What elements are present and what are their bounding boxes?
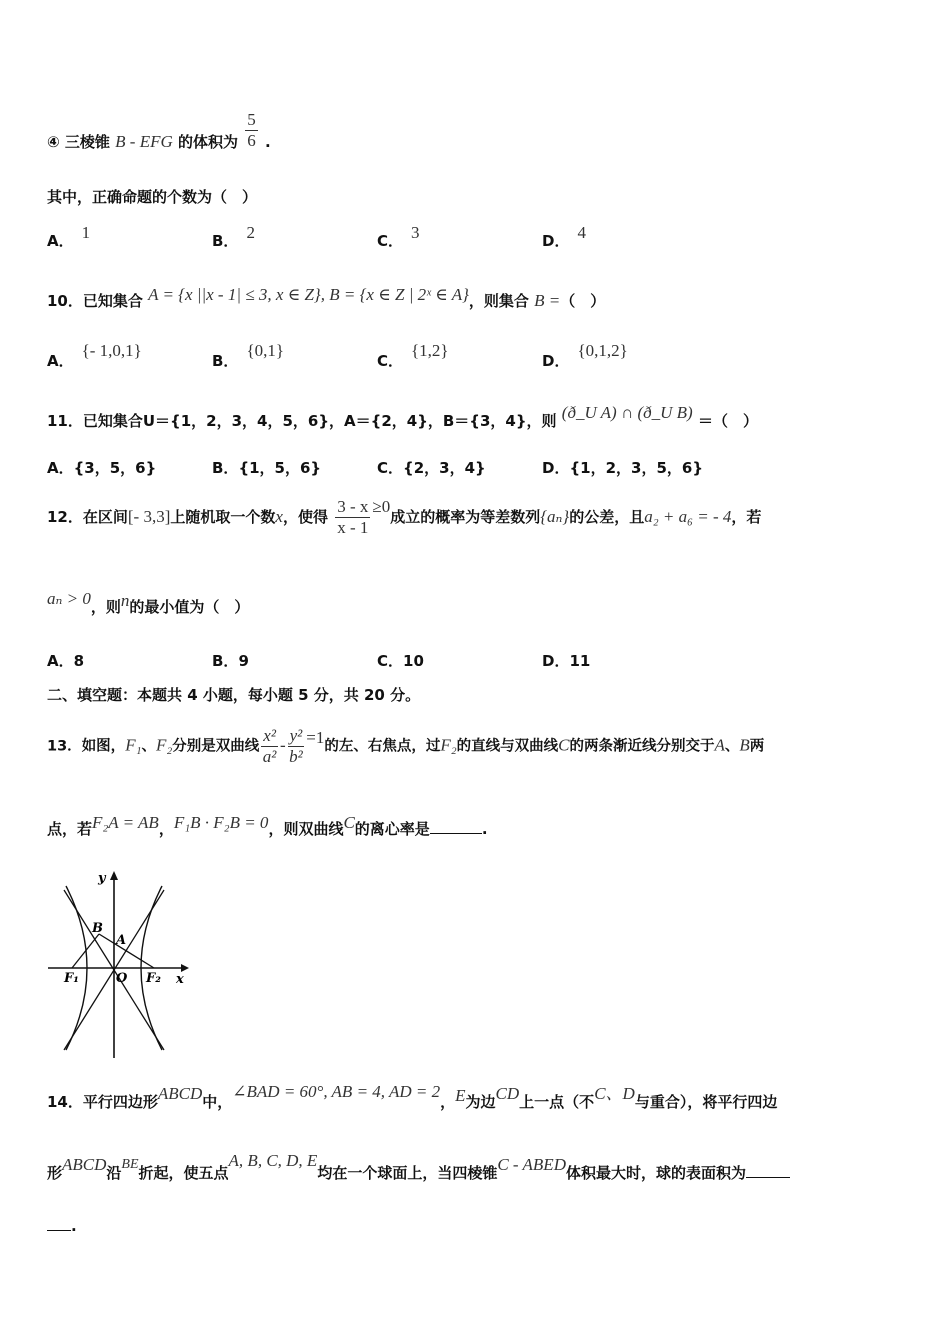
q10-option-b: B．{0,1} [212,341,285,370]
label-o: O [116,971,128,986]
q11-option-b: B．{1，5，6} [212,459,322,477]
section-heading: 二、填空题：本题共 4 小题，每小题 5 分，共 20 分。 [47,686,421,704]
q14-answer-blank[interactable] [746,1163,790,1178]
intro-option-a: A． 1 [47,223,91,250]
intro-option-d: D． 4 [542,223,586,250]
segment-f1-b [72,934,99,968]
item4-marker: ④ 三棱锥 [47,133,110,151]
q10-option-c: C．{1,2} [377,341,449,370]
label-x: x [176,972,184,987]
q11-option-c: C．{2，3，4} [377,459,486,477]
y-axis-arrow [110,871,118,880]
q12-option-a: A．8 [47,652,85,670]
q12-option-d: D．11 [542,652,591,670]
intro-option-b: B． 2 [212,223,255,250]
q13-frac-x: $\frac{\text{x²}}{\text{a²}}$ [262,726,277,766]
hyperbola-figure [46,868,191,1063]
q11-option-a: A．{3，5，6} [47,459,157,477]
q10-option-d: D．{0,1,2} [542,341,628,370]
q10-set-expr: A = {x ||x - 1| ≤ 3, x ∈ Z}, B = {x ∈ Z | 2ˣ ∈ A} [148,285,469,304]
segment-b-f2 [99,934,154,968]
q13-stem-line2: 点，若F₂A = AB，F₁B · F₂B = 0，则双曲线C的离心率是 . [47,813,488,838]
label-f2: F₂ [146,971,161,986]
x-axis-arrow [181,964,189,972]
question-intro: 其中，正确命题的个数为（ ） [47,188,258,206]
q10-option-a: A．{- 1,0,1} [47,341,142,370]
label-a: A [116,933,127,948]
q14-answer-blank-cont[interactable] [47,1216,71,1231]
q11-stem: 11．已知集合U＝{1，2，3，4，5，6}，A＝{2，4}，B＝{3，4}，则 (ð_U A) ∩ (ð_U B) ＝（ ） [47,403,758,430]
item4-line: ④ 三棱锥 B - EFG 的体积为 $\frac{5}{6}$ . [47,110,271,151]
item4-solid: B - EFG [115,132,173,151]
q13-answer-blank[interactable] [430,819,482,834]
q12-option-b: B．9 [212,652,249,670]
intro-option-c: C． 3 [377,223,420,250]
q12-fraction: $\frac{3 - x}{x - 1}$ [337,497,369,537]
q14-stem: 14．平行四边形ABCD中，∠BAD = 60°, AB = 4, AD = 2，E为边CD上一点（不C、D与重合），将平行四边 [47,1082,778,1111]
q13-frac-y: $\frac{\text{y²}}{\text{b²}}$ [289,726,303,766]
label-y: y [98,871,106,886]
item4-mid: 的体积为 [178,133,239,151]
q14-stem-line2: 形ABCD沿BE折起，使五点A, B, C, D, E均在一个球面上，当四棱锥C - ABED体积最大时，球的表面积为 [47,1162,790,1183]
q12-stem-line2: aₙ > 0，则n的最小值为（ ） [47,589,250,616]
label-f1: F₁ [64,971,79,986]
q12-stem: 12．在区间[- 3,3]上随机取一个数x，使得 $\frac{3 - x}{x - 1}$ ≥0成立的概率为等差数列{aₙ}的公差，且a₂ + a₆ = - 4，若 [47,497,762,537]
item4-fraction: $\frac{5}{6}$ [247,110,256,150]
q14-stem-line3: . [47,1216,77,1235]
label-b: B [92,921,103,936]
q11-option-d: D．{1，2，3，5，6} [542,459,703,477]
q12-option-c: C．10 [377,652,424,670]
q11-complement-expr: (ð_U A) ∩ (ð_U B) [561,403,693,422]
q10-stem: 10．已知集合 A = {x ||x - 1| ≤ 3, x ∈ Z}, B = {x ∈ Z | 2ˣ ∈ A}，则集合 B =（ ） [47,285,606,310]
q13-stem: 13．如图，F₁、F₂分别是双曲线 $\frac{\text{x²}}{\text{a²}}$ - $\frac{\text{y²}}{\text{b²}}$ =1的左、右焦点，过F₂的直线与双曲线C的两条渐近线分别交于A、B两 [47,726,765,766]
